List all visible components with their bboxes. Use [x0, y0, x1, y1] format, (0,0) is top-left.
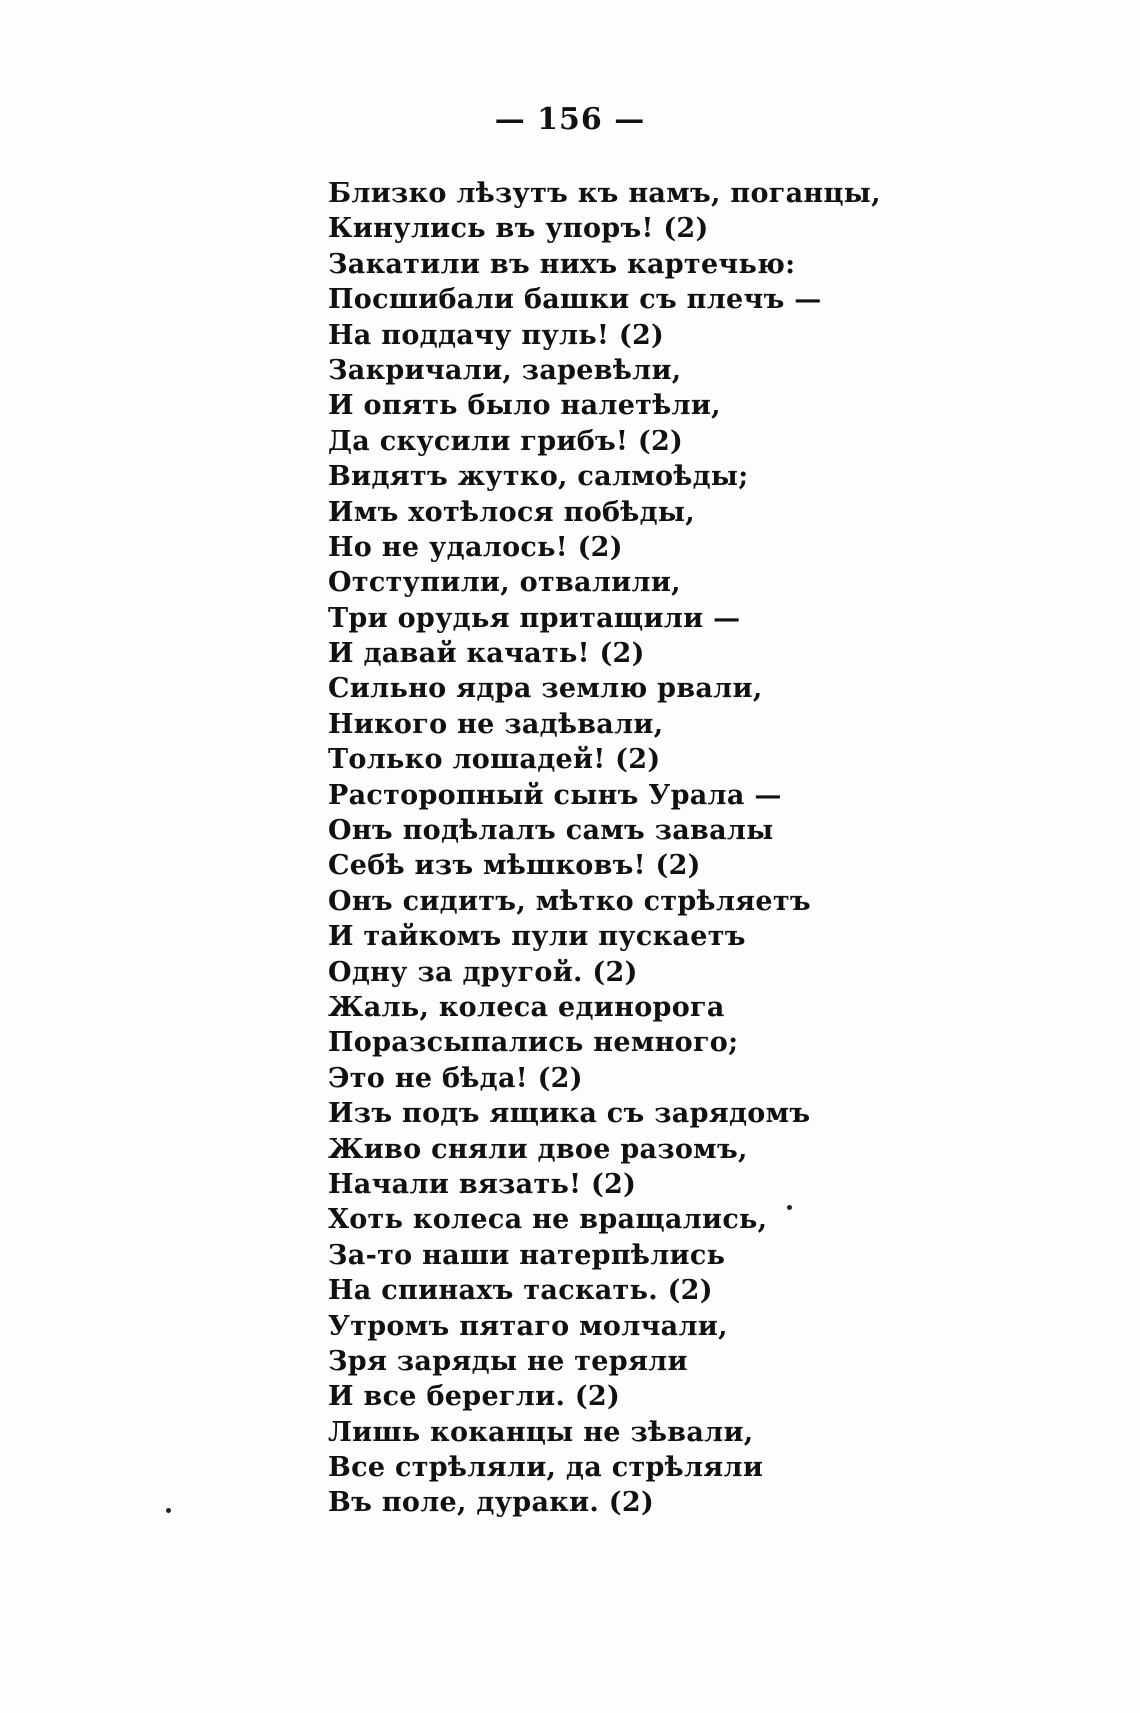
poem-line: На спинахъ таскать. (2)	[328, 1275, 713, 1307]
poem-line: Онъ подѣлалъ самъ завалы	[328, 815, 774, 847]
poem-line: Три орудья притащили —	[328, 602, 741, 634]
poem-line: И все берегли. (2)	[328, 1381, 621, 1413]
poem-line: Закатили въ нихъ картечью:	[328, 248, 796, 280]
page-number: — 156 —	[494, 102, 646, 137]
poem-line: Изъ подъ ящика съ зарядомъ	[328, 1098, 811, 1130]
poem-line: И давай качать! (2)	[328, 638, 645, 670]
ink-speck	[166, 1508, 171, 1513]
poem-line: Отступили, отвалили,	[328, 567, 681, 599]
poem-line: Кинулись въ упоръ! (2)	[328, 213, 709, 245]
poem-line: Начали вязать! (2)	[328, 1168, 637, 1200]
poem-line: Все стрѣляли, да стрѣляли	[328, 1452, 764, 1484]
poem-line: Видятъ жутко, салмоѣды;	[328, 461, 749, 493]
poem-line: Сильно ядра землю рвали,	[328, 673, 763, 705]
poem-line: Это не бѣда! (2)	[328, 1062, 583, 1094]
poem-line: Зря заряды не теряли	[328, 1345, 688, 1377]
poem-line: Имъ хотѣлося побѣды,	[328, 496, 695, 528]
ink-speck	[787, 1205, 792, 1210]
poem-line: Лишь коканцы не зѣвали,	[328, 1416, 754, 1448]
poem-line: На поддачу пуль! (2)	[328, 319, 665, 351]
poem-line: Утромъ пятаго молчали,	[328, 1310, 728, 1342]
poem-line: За-то наши натерпѣлись	[328, 1239, 726, 1271]
poem-line: Никого не задѣвали,	[328, 708, 664, 740]
poem-line: Расторопный сынъ Урала —	[328, 779, 782, 811]
poem-line: Онъ сидитъ, мѣтко стрѣляетъ	[328, 885, 811, 917]
poem-line: Но не удалось! (2)	[328, 531, 623, 563]
poem-line: Да скусили грибъ! (2)	[328, 425, 684, 457]
poem-line: Закричали, заревѣли,	[328, 354, 682, 386]
poem-line: И тайкомъ пули пускаетъ	[328, 921, 746, 953]
poem-line: Поразсыпались немного;	[328, 1027, 739, 1059]
poem-line: Хоть колеса не вращались,	[328, 1204, 768, 1236]
poem-line: Живо сняли двое разомъ,	[328, 1133, 748, 1165]
poem-text	[328, 176, 1088, 1521]
poem-line: И опять было налетѣли,	[328, 390, 721, 422]
poem-line: Себѣ изъ мѣшковъ! (2)	[328, 850, 701, 882]
poem-line: Только лошадей! (2)	[328, 744, 661, 776]
poem-line: Близко лѣзутъ къ намъ, поганцы,	[328, 178, 881, 209]
poem-line: Жаль, колеса единорога	[328, 991, 725, 1023]
poem-line: Одну за другой. (2)	[328, 956, 638, 988]
poem-line: Посшибали башки съ плечъ —	[328, 284, 822, 316]
poem-line: Въ поле, дураки. (2)	[328, 1487, 655, 1519]
